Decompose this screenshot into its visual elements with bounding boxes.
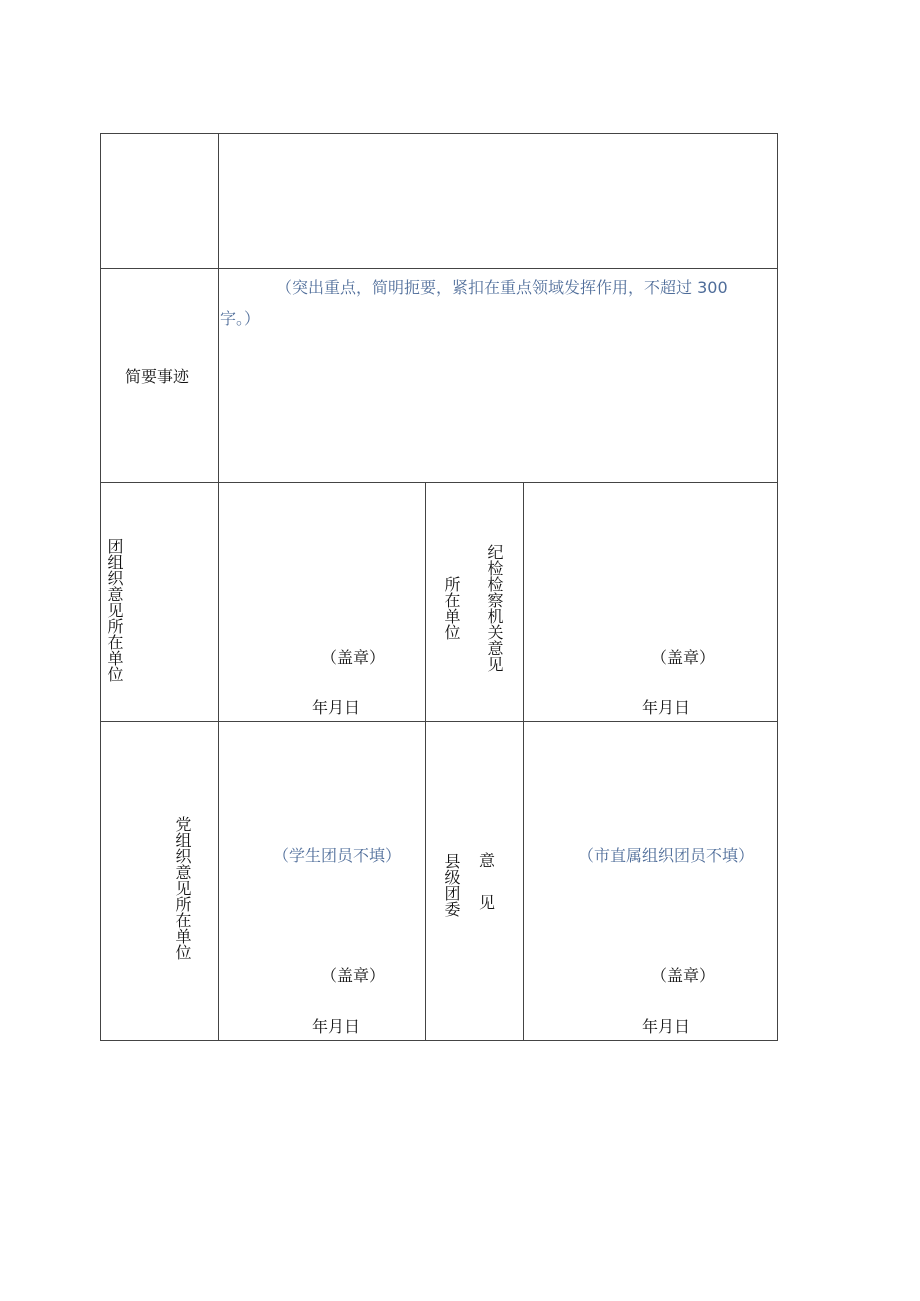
label-column-divider <box>218 133 219 1041</box>
date-label-row4-right: 年月日 <box>642 1017 691 1036</box>
hint-city-members: （市直属组织团员不填） <box>578 846 755 865</box>
brief-deeds-field[interactable] <box>220 272 768 334</box>
table-border-left <box>100 133 101 1041</box>
date-label-row3-left: 年月日 <box>312 698 361 717</box>
seal-label-row3-left: （盖章） <box>321 648 386 667</box>
brief-deeds-hint-line2: 字。） <box>220 309 261 328</box>
date-label-row3-right: 年月日 <box>642 698 691 717</box>
hint-student-members: （学生团员不填） <box>273 846 402 865</box>
opinion-char-jian: 见 <box>479 893 496 912</box>
seal-label-row4-left: （盖章） <box>321 966 386 985</box>
row-divider-1 <box>100 268 778 269</box>
unit-label-row3: 所在单位 <box>442 576 461 640</box>
party-org-opinion-label: 党组织意见所在单位 <box>173 816 192 960</box>
seal-label-row3-right: （盖章） <box>651 648 716 667</box>
middle-column-divider-left <box>425 482 426 1041</box>
table-border-top <box>100 133 778 134</box>
table-border-bottom <box>100 1040 778 1041</box>
nomination-form-table <box>100 133 778 1041</box>
brief-deeds-label: 简要事迹 <box>125 367 190 386</box>
brief-deeds-hint-line1: （突出重点，简明扼要，紧扣在重点领域发挥作用，不超过 300 <box>276 278 728 297</box>
county-league-committee-label: 县级团委 <box>442 853 461 917</box>
discipline-inspection-opinion-label: 纪检检察机关意见 <box>485 544 504 672</box>
row-divider-3 <box>100 721 778 722</box>
opinion-char-yi: 意 <box>479 851 496 870</box>
row-divider-2 <box>100 482 778 483</box>
seal-label-row4-right: （盖章） <box>651 966 716 985</box>
table-border-right <box>777 133 778 1041</box>
league-org-opinion-label: 团组织意见所在单位 <box>105 538 124 682</box>
date-label-row4-left: 年月日 <box>312 1017 361 1036</box>
middle-column-divider-right <box>523 482 524 1041</box>
